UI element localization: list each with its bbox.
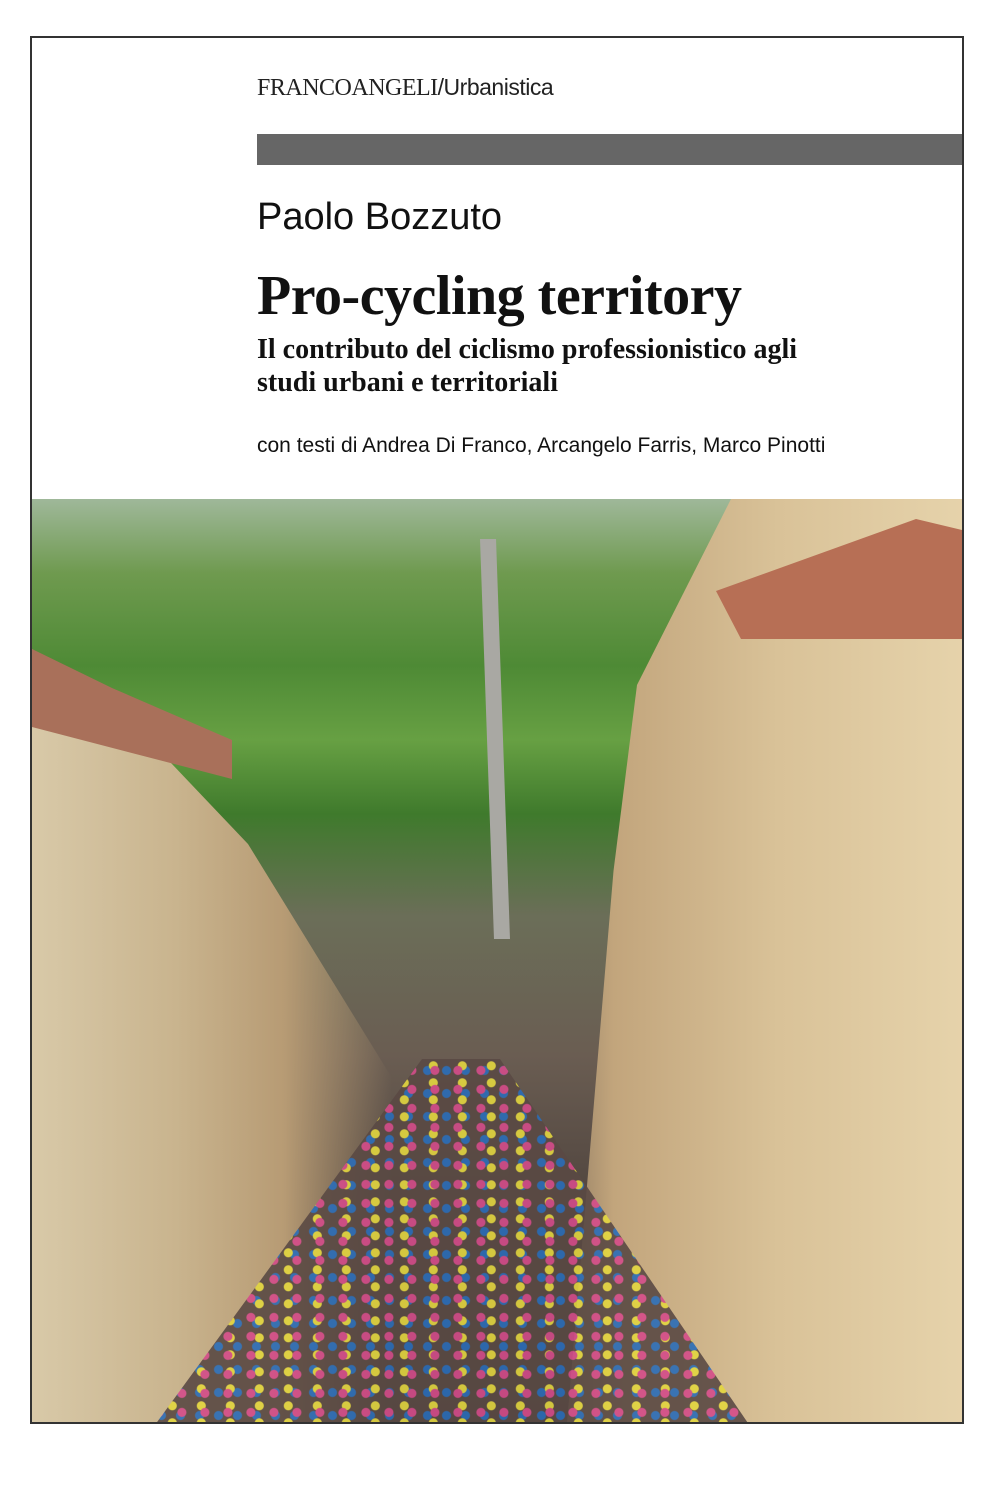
book-title: Pro-cycling territory [257, 265, 742, 327]
author-name: Paolo Bozzuto [257, 196, 503, 238]
book-subtitle [257, 333, 947, 399]
book-cover [30, 36, 964, 1424]
publisher-name: FRANCOANGELI [257, 75, 438, 101]
contributors: con testi di Andrea Di Franco, Arcangelo Farris, Marco Pinotti [257, 434, 826, 457]
subtitle-line: Il contributo del ciclismo professionistico agli [257, 334, 798, 365]
road [480, 539, 510, 939]
cover-photo-cycling-street [32, 499, 964, 1424]
series-label [257, 74, 553, 102]
subtitle-line: studi urbani e territoriali [257, 367, 558, 398]
decorative-bar [257, 134, 962, 165]
series-name: /Urbanistica [437, 74, 554, 100]
